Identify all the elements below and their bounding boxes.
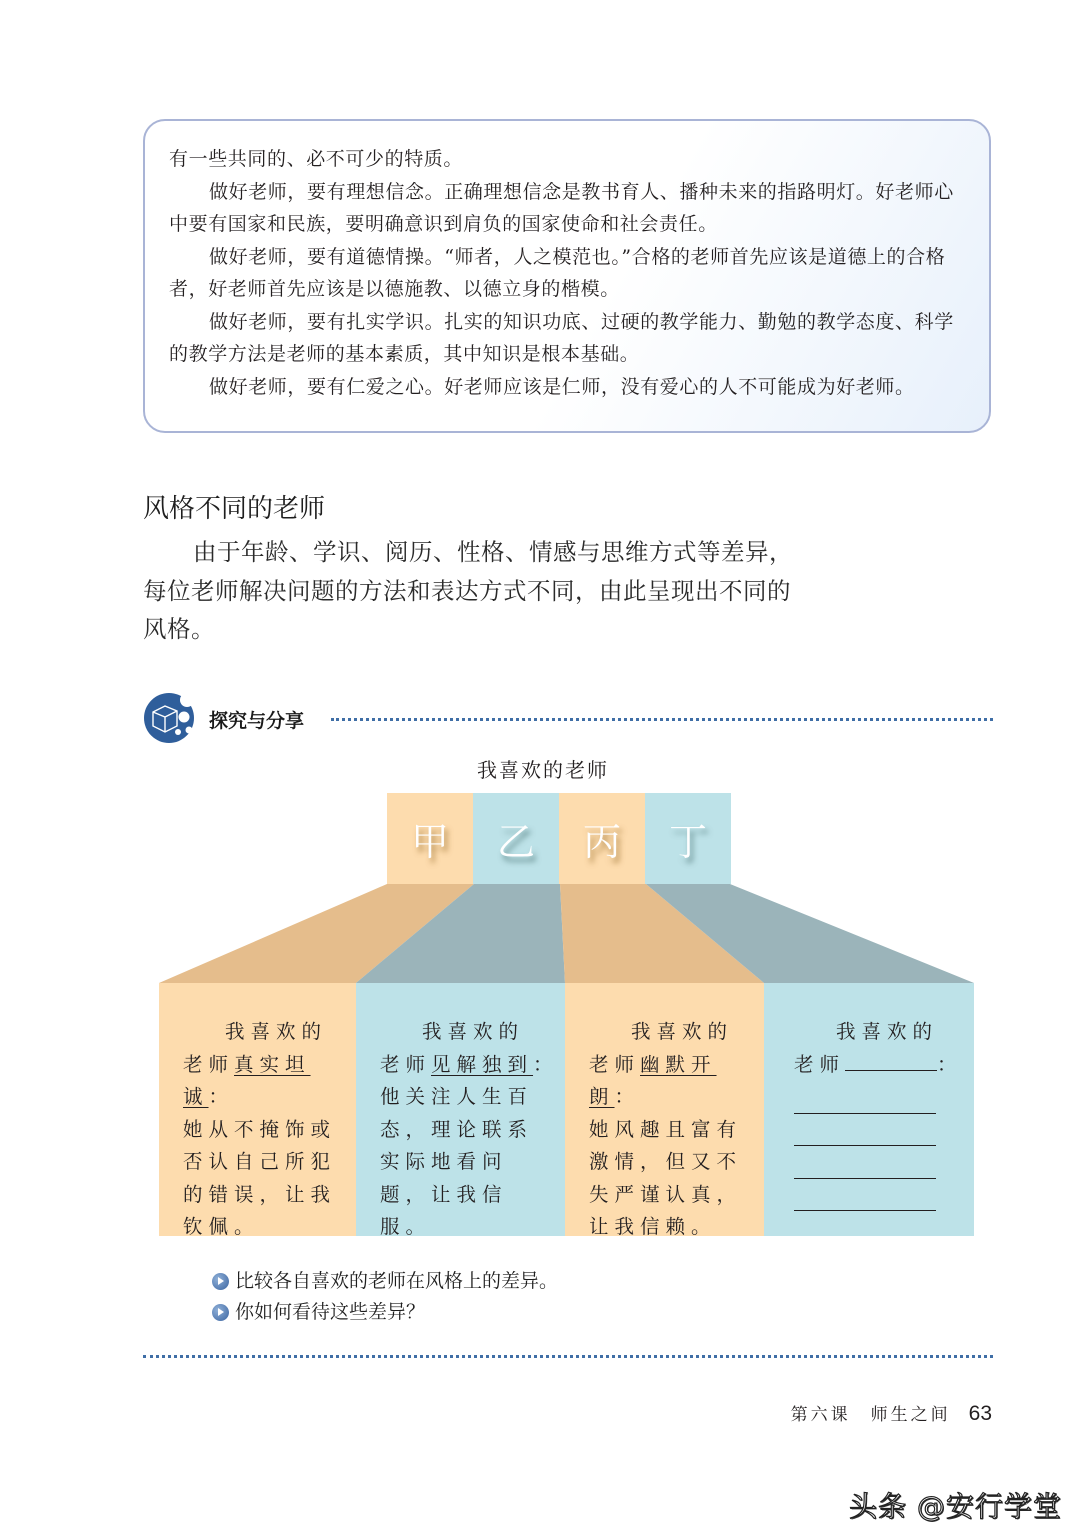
card-prefix: 老师 (794, 1052, 846, 1076)
card-colon: ： (937, 1052, 963, 1076)
diagram-title: 我喜欢的老师 (477, 758, 609, 782)
explore-header (143, 692, 993, 746)
discussion-questions (212, 1266, 558, 1328)
cube-bubble-icon (143, 692, 195, 744)
card-trait-line (589, 1049, 764, 1114)
card-trait: 真实坦诚 (183, 1052, 311, 1108)
section-body-text: 由于年龄、学识、阅历、性格、情感与思维方式等差异，每位老师解决问题的方法和表达方式不同，由此呈现出不同的风格。 (143, 538, 793, 643)
card-prefix: 老师 (589, 1052, 641, 1076)
watermark: 头条 @安行学堂 (849, 1490, 1062, 1523)
tab-bing: 丙 (559, 793, 645, 884)
explore-label: 探究与分享 (209, 710, 305, 732)
arrow-bullet-icon (212, 1304, 229, 1321)
section-title: 风格不同的老师 (143, 494, 326, 524)
quote-paragraph: 做好老师，要有道德情操。“师者，人之模范也。”合格的老师首先应该是道德上的合格者，好老师首先应该是以德施教、以德立身的楷模。 (169, 245, 946, 300)
question-text: 比较各自喜欢的老师在风格上的差异。 (235, 1270, 559, 1292)
card-trait-line (183, 1049, 356, 1114)
card-colon: ： (614, 1085, 641, 1108)
card-lead: 我喜欢的 (225, 1020, 328, 1043)
fill-in-line[interactable] (794, 1081, 936, 1114)
card-text: 她从不掩饰或否认自己所犯的错误，让我钦佩。 (183, 1117, 337, 1238)
card-yi (356, 983, 565, 1236)
page-footer (791, 1400, 992, 1426)
dotted-divider (331, 718, 993, 721)
card-prefix: 老师 (380, 1052, 432, 1076)
card-trait: 见解独到 (431, 1052, 534, 1076)
teacher-cards (159, 983, 974, 1236)
arrow-bullet-icon (212, 1273, 229, 1290)
fill-in-line[interactable] (794, 1179, 936, 1212)
card-trait: 幽默开朗 (589, 1052, 717, 1108)
fill-in-line[interactable] (794, 1146, 936, 1179)
teacher-tabs (387, 793, 731, 884)
question-item (212, 1297, 558, 1328)
tab-yi: 乙 (473, 793, 559, 884)
section-body (143, 533, 793, 649)
card-lead: 我喜欢的 (631, 1020, 734, 1043)
lesson-title: 第六课 师生之间 (790, 1405, 951, 1425)
quote-paragraph: 做好老师，要有仁爱之心。好老师应该是仁师，没有爱心的人不可能成为好老师。 (209, 375, 915, 398)
card-colon: ： (533, 1052, 559, 1076)
tab-jia: 甲 (387, 793, 473, 884)
card-lead: 我喜欢的 (836, 1020, 939, 1043)
quote-paragraph: 做好老师，要有扎实学识。扎实的知识功底、过硬的教学能力、勤勉的教学态度、科学的教学方法是老师的基本素质，其中知识是根本基础。 (169, 310, 954, 365)
page-number: 63 (968, 1402, 992, 1425)
card-text: 她风趣且富有激情，但又不失严谨认真，让我信赖。 (589, 1117, 743, 1238)
card-lead: 我喜欢的 (422, 1020, 525, 1043)
card-ding (764, 983, 974, 1236)
quote-paragraph: 有一些共同的、必不可少的特质。 (169, 148, 464, 170)
card-trait-line (380, 1049, 565, 1082)
fill-in-line[interactable] (794, 1114, 936, 1147)
quote-box (143, 119, 991, 433)
tab-ding: 丁 (645, 793, 731, 884)
card-jia (159, 983, 356, 1236)
quote-paragraph: 做好老师，要有理想信念。正确理想信念是教书育人、播种未来的指路明灯。好老师心中要有国家和民族，要明确意识到肩负的国家使命和社会责任。 (169, 180, 954, 235)
question-text: 你如何看待这些差异？ (235, 1301, 426, 1323)
card-bing (565, 983, 764, 1236)
question-item (212, 1266, 558, 1297)
card-trait-line (794, 1049, 974, 1082)
card-colon: ： (208, 1085, 235, 1108)
card-text: 他关注人生百态，理论联系实际地看问题，让我信服。 (380, 1085, 534, 1238)
fill-in-blank[interactable] (845, 1049, 937, 1071)
dotted-divider (143, 1355, 993, 1358)
card-prefix: 老师 (183, 1052, 235, 1076)
